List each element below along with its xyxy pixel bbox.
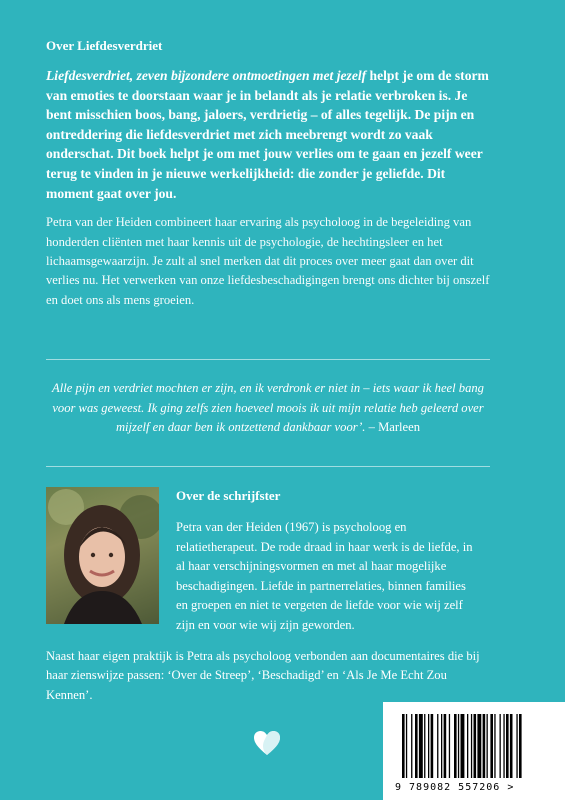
barcode-bar: [449, 714, 450, 778]
barcode-bar: [411, 714, 412, 778]
barcode-bars: [402, 714, 554, 778]
barcode-bar: [503, 714, 504, 778]
barcode-bar: [458, 714, 459, 778]
barcode-bar: [441, 714, 442, 778]
author-portrait-icon: [46, 487, 159, 624]
barcode-bar: [471, 714, 472, 778]
barcode-bar: [406, 714, 407, 778]
testimonial-quote: [46, 379, 490, 438]
barcode-bar: [419, 714, 423, 778]
book-title: Liefdesverdriet, zeven bijzondere ontmoetingen met jezelf: [46, 68, 367, 83]
back-cover-text: [46, 38, 490, 310]
barcode-bar: [500, 714, 501, 778]
barcode-number: 9 789082 557206 >: [395, 782, 515, 793]
barcode-bar: [510, 714, 513, 778]
barcode-bar: [431, 714, 434, 778]
divider-top: [46, 359, 490, 360]
barcode-bar: [494, 714, 495, 778]
barcode-bar: [415, 714, 418, 778]
description-paragraph: Petra van der Heiden combineert haar ervaring als psycholoog in de begeleiding van honderden cliënten met haar kennis uit de psychologie, de hechtingsleer en het lichaamsgewaarzijn. Je zult al snel merken dat dit proces over meer gaat dan over dit verlies nu. Het verwerken van onze liefdesbeschadigingen brengt ons dichter bij onszelf en doet ons als mens groeien.: [46, 215, 490, 307]
author-photo: [46, 487, 159, 624]
divider-bottom: [46, 466, 490, 467]
barcode-bar: [444, 714, 447, 778]
barcode-bar: [477, 714, 481, 778]
barcode-bar: [461, 714, 465, 778]
barcode-bar: [437, 714, 438, 778]
barcode-bar: [490, 714, 493, 778]
author-extra: Naast haar eigen praktijk is Petra als psycholoog verbonden aan documentaires die bij haar zienswijze passen: ‘Over de Streep’, ‘Beschadigd’ en ‘Als Je Me Echt Zou Kennen’.: [46, 649, 480, 702]
author-bio: Petra van der Heiden (1967) is psycholoog en relatietherapeut. De rode draad in haar werk is de liefde, in al haar verschijningsvormen en met al haar mogelijke beschadigingen. Liefde in partnerrelaties, binnen families en groepen en niet te vergeten de liefde voor wie wij zelf zijn en voor wie wij zijn geworden.: [176, 520, 473, 632]
barcode-bar: [424, 714, 425, 778]
barcode-bar: [516, 714, 517, 778]
intro-text: helpt je om de storm van emoties te doorstaan waar je in belandt als je relatie verbroken is. Je bent misschien boos, bang, jaloers, verdrietig – of alles tegelijk. De pijn en ontreddering die liefdesverdriet met zich meebrengt wordt zo vaak onderschat. Dit boek helpt je om met jouw verlies om te gaan en jezelf weer terug te vinden in je nieuwe werkelijkheid: die zonder je geliefde. Dit moment gaat over jou.: [46, 68, 489, 201]
intro-paragraph: [46, 66, 490, 203]
author-heading: Over de schrijfster: [176, 488, 281, 503]
barcode-bar: [402, 714, 405, 778]
quote-text: Alle pijn en verdriet mochten er zijn, en ik verdronk er niet in – iets waar ik heel bang voor was geweest. Ik ging zelfs zien hoeveel moois ik uit mijn relatie heb geleerd over mijzelf en daar ben ik ontzettend dankbaar voor’.: [52, 381, 484, 435]
barcode-bar: [454, 714, 457, 778]
quote-attribution: – Marleen: [365, 420, 421, 435]
barcode-bar: [474, 714, 477, 778]
barcode-bar: [506, 714, 509, 778]
barcode-bar: [519, 714, 522, 778]
section-heading: Over Liefdesverdriet: [46, 38, 163, 53]
barcode-bar: [483, 714, 486, 778]
barcode-bar: [428, 714, 429, 778]
heart-logo-icon: [253, 730, 281, 756]
barcode-bar: [467, 714, 468, 778]
barcode: [383, 702, 565, 800]
barcode-bar: [487, 714, 488, 778]
